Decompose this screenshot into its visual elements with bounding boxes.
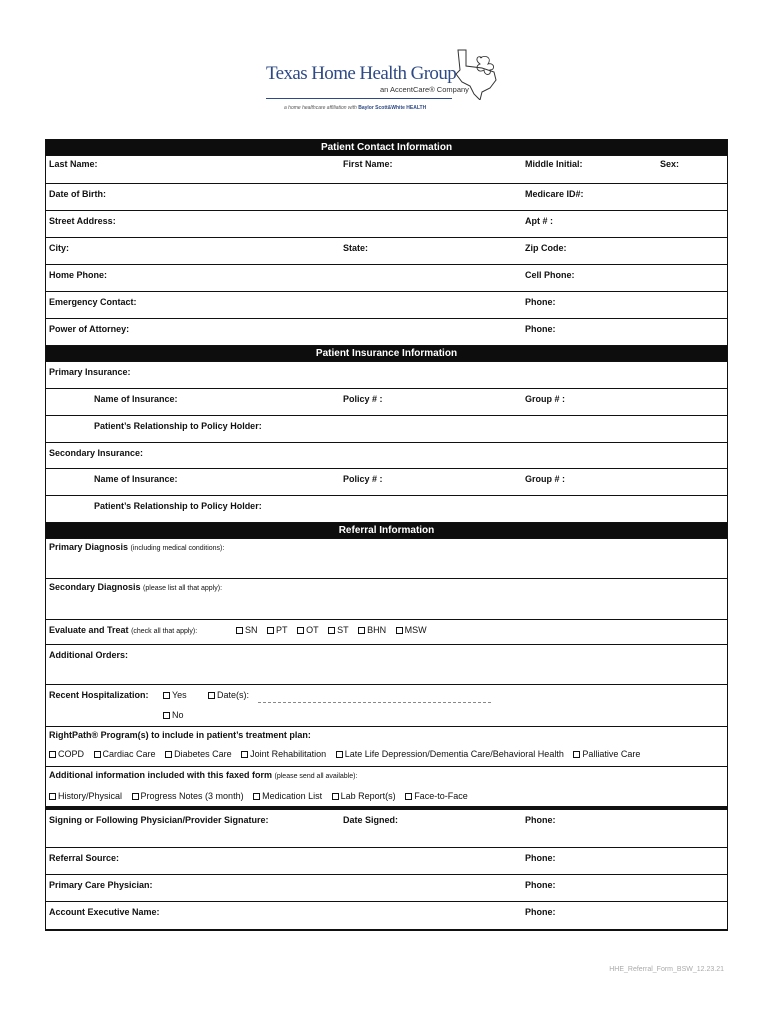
checkbox-icon <box>405 793 412 800</box>
row-secondary-insurance-details[interactable] <box>46 469 727 496</box>
logo-divider <box>266 98 452 99</box>
row-pcp[interactable] <box>46 875 727 902</box>
rightpath-label: RightPath® Program(s) to include in patient’s treatment plan: <box>49 730 311 740</box>
primary-policy-number: Policy # : <box>343 394 383 404</box>
evaluate-options <box>236 625 434 635</box>
city-field: City: <box>49 243 69 253</box>
evaluate-treat-label: Evaluate and Treat (check all that apply): <box>49 625 198 635</box>
pcp-phone: Phone: <box>525 880 556 890</box>
row-poa[interactable] <box>46 319 727 346</box>
hospitalization-dates[interactable]: Date(s): <box>208 690 249 700</box>
texas-map-icon <box>452 48 504 100</box>
row-primary-diagnosis[interactable] <box>46 539 727 579</box>
checkbox-msw[interactable]: MSW <box>396 625 427 635</box>
section-header-referral: Referral Information <box>46 523 727 539</box>
additional-info-options <box>49 791 475 801</box>
row-dob[interactable] <box>46 184 727 211</box>
checkbox-icon <box>267 627 274 634</box>
checkbox-icon <box>358 627 365 634</box>
row-emergency[interactable] <box>46 292 727 319</box>
row-primary-insurance[interactable] <box>46 362 727 389</box>
checkbox-icon <box>163 692 170 699</box>
home-phone-field: Home Phone: <box>49 270 108 280</box>
logo-name: Texas Home Health Group <box>266 63 457 84</box>
checkbox-icon <box>163 712 170 719</box>
signature-label: Signing or Following Physician/Provider Signature: <box>49 815 269 825</box>
checkbox-icon <box>573 751 580 758</box>
checkbox-bhn[interactable]: BHN <box>358 625 386 635</box>
additional-orders-label: Additional Orders: <box>49 650 129 660</box>
checkbox-cardiac-care[interactable]: Cardiac Care <box>94 749 156 759</box>
row-secondary-relationship[interactable] <box>46 496 727 523</box>
row-primary-relationship[interactable] <box>46 416 727 443</box>
medicare-field: Medicare ID#: <box>525 189 584 199</box>
checkbox-icon <box>236 627 243 634</box>
row-additional-orders[interactable] <box>46 645 727 685</box>
checkbox-progress-notes[interactable]: Progress Notes (3 month) <box>132 791 244 801</box>
poa-field: Power of Attorney: <box>49 324 130 334</box>
apt-field: Apt # : <box>525 216 553 226</box>
referral-form <box>45 139 728 931</box>
checkbox-st[interactable]: ST <box>328 625 349 635</box>
checkbox-joint-rehab[interactable]: Joint Rehabilitation <box>241 749 326 759</box>
checkbox-icon <box>94 751 101 758</box>
checkbox-lab-reports[interactable]: Lab Report(s) <box>332 791 396 801</box>
secondary-diagnosis-label: Secondary Diagnosis (please list all that apply): <box>49 582 223 592</box>
dates-line <box>258 702 491 703</box>
checkbox-face-to-face[interactable]: Face-to-Face <box>405 791 468 801</box>
checkbox-icon <box>49 751 56 758</box>
row-additional-info <box>46 767 727 807</box>
row-city[interactable] <box>46 238 727 265</box>
row-account-executive[interactable] <box>46 902 727 929</box>
checkbox-icon <box>396 627 403 634</box>
dob-field: Date of Birth: <box>49 189 106 199</box>
checkbox-copd[interactable]: COPD <box>49 749 84 759</box>
checkbox-diabetes-care[interactable]: Diabetes Care <box>165 749 232 759</box>
middle-initial-field: Middle Initial: <box>525 159 583 169</box>
state-field: State: <box>343 243 369 253</box>
primary-relationship-field: Patient’s Relationship to Policy Holder: <box>94 421 262 431</box>
hospitalization-yes[interactable]: Yes <box>163 690 187 700</box>
primary-group-number: Group # : <box>525 394 565 404</box>
row-referral-source[interactable] <box>46 848 727 875</box>
referral-source-label: Referral Source: <box>49 853 120 863</box>
checkbox-icon <box>49 793 56 800</box>
checkbox-icon <box>132 793 139 800</box>
section-header-contact: Patient Contact Information <box>46 140 727 156</box>
emergency-phone-field: Phone: <box>525 297 556 307</box>
checkbox-late-life-depression[interactable]: Late Life Depression/Dementia Care/Behavioral Health <box>336 749 564 759</box>
section-header-insurance: Patient Insurance Information <box>46 346 727 362</box>
checkbox-medication-list[interactable]: Medication List <box>253 791 322 801</box>
account-executive-label: Account Executive Name: <box>49 907 160 917</box>
checkbox-palliative-care[interactable]: Palliative Care <box>573 749 640 759</box>
primary-insurance-name: Name of Insurance: <box>94 394 178 404</box>
checkbox-icon <box>165 751 172 758</box>
form-id-footer: HHE_Referral_Form_BSW_12.23.21 <box>609 966 724 973</box>
checkbox-icon <box>328 627 335 634</box>
row-primary-insurance-details[interactable] <box>46 389 727 416</box>
company-logo <box>262 48 512 120</box>
logo-affiliation: a home healthcare affiliation with Baylor Scott&White HEALTH <box>284 105 427 111</box>
checkbox-icon <box>208 692 215 699</box>
hospitalization-no[interactable]: No <box>163 710 184 720</box>
rightpath-options <box>49 749 647 759</box>
logo-company: an AccentCare® Company <box>380 85 469 94</box>
referral-source-phone: Phone: <box>525 853 556 863</box>
row-rightpath <box>46 727 727 767</box>
row-recent-hospitalization <box>46 685 727 727</box>
secondary-insurance-name: Name of Insurance: <box>94 474 178 484</box>
last-name-field: Last Name: <box>49 159 98 169</box>
recent-hospitalization-label: Recent Hospitalization: <box>49 690 149 700</box>
row-street[interactable] <box>46 211 727 238</box>
poa-phone-field: Phone: <box>525 324 556 334</box>
row-evaluate-treat <box>46 620 727 645</box>
emergency-contact-field: Emergency Contact: <box>49 297 137 307</box>
checkbox-sn[interactable]: SN <box>236 625 258 635</box>
row-secondary-diagnosis[interactable] <box>46 579 727 620</box>
checkbox-ot[interactable]: OT <box>297 625 319 635</box>
checkbox-icon <box>336 751 343 758</box>
checkbox-icon <box>253 793 260 800</box>
checkbox-icon <box>241 751 248 758</box>
sex-field: Sex: <box>660 159 680 169</box>
primary-insurance-field: Primary Insurance: <box>49 367 131 377</box>
zip-field: Zip Code: <box>525 243 567 253</box>
checkbox-history-physical[interactable]: History/Physical <box>49 791 122 801</box>
secondary-group-number: Group # : <box>525 474 565 484</box>
checkbox-icon <box>332 793 339 800</box>
cell-phone-field: Cell Phone: <box>525 270 575 280</box>
signature-phone-label: Phone: <box>525 815 556 825</box>
secondary-insurance-field: Secondary Insurance: <box>49 448 144 458</box>
street-field: Street Address: <box>49 216 116 226</box>
secondary-relationship-field: Patient’s Relationship to Policy Holder: <box>94 501 262 511</box>
date-signed-label: Date Signed: <box>343 815 399 825</box>
primary-diagnosis-label: Primary Diagnosis (including medical conditions): <box>49 542 225 552</box>
row-name[interactable] <box>46 156 727 184</box>
first-name-field: First Name: <box>343 159 393 169</box>
account-executive-phone: Phone: <box>525 907 556 917</box>
pcp-label: Primary Care Physician: <box>49 880 153 890</box>
checkbox-icon <box>297 627 304 634</box>
secondary-policy-number: Policy # : <box>343 474 383 484</box>
row-phone[interactable] <box>46 265 727 292</box>
row-secondary-insurance[interactable] <box>46 443 727 469</box>
additional-info-label: Additional information included with this faxed form (please send all available): <box>49 770 358 780</box>
checkbox-pt[interactable]: PT <box>267 625 288 635</box>
row-signature[interactable] <box>46 807 727 848</box>
